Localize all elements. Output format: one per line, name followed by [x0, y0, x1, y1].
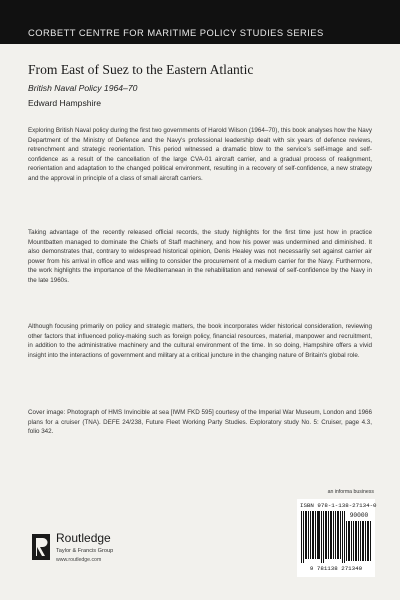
routledge-logo-icon [32, 534, 50, 560]
publisher-name: Routledge [56, 531, 111, 545]
price-code: 90000 [349, 512, 369, 519]
addon-barcode [346, 521, 372, 561]
isbn-label: ISBN 978-1-138-27134-0 [300, 502, 377, 509]
barcode-number: 9 781138 271340 [309, 565, 363, 572]
informa-tagline: an informa business [327, 489, 374, 495]
blurb-paragraph: Taking advantage of the recently released official records, the study highlights for the first time just how in practice Mountbatten managed to dominate the Chiefs of Staff machinery, and how his power was undermined and diminished. It also demonstrates that, contrary to widespread historical opinion, Denis Healey was not necessarily set against carrier air power from his arrival in office and was willing to consider the procurement of a medium carrier for the Navy. Furthermore, the work highlights the importance of the Mediterranean in the rehabilitation and renewal of self-confidence by the Navy in the late 1960s. [28, 229, 372, 284]
barcode [301, 511, 345, 563]
book-subtitle: British Naval Policy 1964–70 [28, 83, 138, 93]
cover-credit: Cover image: Photograph of HMS Invincible at sea [IWM FKD 595] courtesy of the Imperial War Museum, London and 1966 plans for a cruiser (TNA). DEFE 24/238, Future Fleet Working Party Studies. Exploratory study No. 5: Cruiser, page 4.3, folio 342. [28, 409, 372, 436]
blurb-paragraph: Although focusing primarily on policy and strategic matters, the book incorporates wider historical consideration, reviewing other factors that influenced policy-making such as foreign policy, financial resources, material, manpower and recruitment, in addition to the administrative machinery and the cultural environment of the time. In so doing, Hampshire offers a vivid insight into the interactions of government and military at a critical juncture in the changing nature of Britain's global role. [28, 323, 372, 359]
series-title: CORBETT CENTRE FOR MARITIME POLICY STUDIES SERIES [28, 27, 324, 38]
series-band [0, 0, 400, 44]
book-title: From East of Suez to the Eastern Atlantic [28, 62, 254, 77]
publisher-url: www.routledge.com [56, 557, 102, 563]
blurb-paragraph: Exploring British Naval policy during the first two governments of Harold Wilson (1964–70), this book analyses how the Navy Department of the Ministry of Defence and the Navy's professional leadership dealt with six years of defence reviews, retrenchment and strategic reorientation. This period witnessed a dramatic blow to the service's self-image and self-confidence as a result of the cancellation of the large CVA-01 aircraft carrier, and a gradual process of realignment, reorientation and adaptation to the changed political environment, resulting in a recovery of self-confidence, a new strategy and the approval in principle of a class of small aircraft carriers. [28, 127, 372, 182]
publisher-group: Taylor & Francis Group [56, 548, 114, 554]
book-author: Edward Hampshire [28, 98, 102, 108]
